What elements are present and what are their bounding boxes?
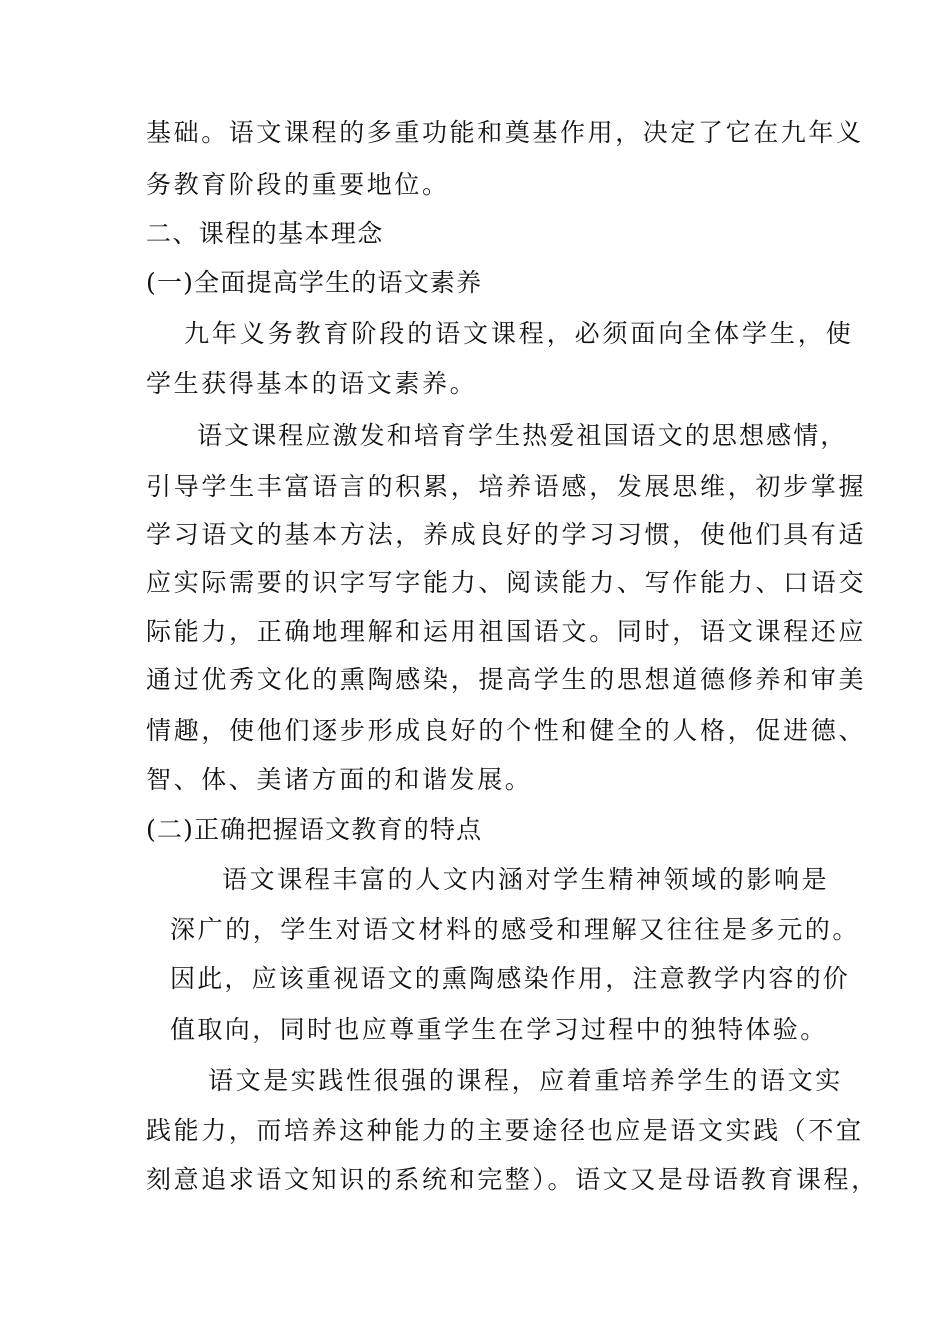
- body-text-line: 因此，应该重视语文的熏陶感染作用，注意教学内容的价: [170, 964, 851, 993]
- body-text-line: 基础。语文课程的多重功能和奠基作用，决定了它在九年义: [146, 118, 864, 147]
- body-text-line: 刻意追求语文知识的系统和完整）。语文又是母语教育课程，: [146, 1165, 879, 1194]
- subsection-heading: (一)全面提高学生的语文素养: [146, 268, 483, 297]
- body-text-line: 语文是实践性很强的课程，应着重培养学生的语文实: [208, 1066, 843, 1095]
- body-text-line: 际能力，正确地理解和运用祖国语文。同时，语文课程还应: [146, 617, 867, 646]
- body-text-line: 务教育阶段的重要地位。: [146, 170, 450, 199]
- body-text-line: 通过优秀文化的熏陶感染，提高学生的思想道德修养和审美: [146, 665, 867, 694]
- body-text-line: 学习语文的基本方法，养成良好的学习习惯，使他们具有适: [146, 520, 867, 549]
- body-text-line: 深广的，学生对语文材料的感受和理解又往往是多元的。: [170, 915, 861, 944]
- subsection-heading: (二)正确把握语文教育的特点: [146, 815, 483, 844]
- body-text-line: 值取向，同时也应尊重学生在学习过程中的独特体验。: [170, 1015, 828, 1044]
- section-heading: 二、课程的基本理念: [146, 219, 384, 248]
- body-text-line: 践能力，而培养这种能力的主要途径也应是语文实践（不宜: [146, 1116, 864, 1145]
- body-text-line: 学生获得基本的语文素养。: [146, 369, 478, 398]
- body-text-line: 语文课程丰富的人文内涵对学生精神领域的影响是: [222, 865, 830, 894]
- body-text-line: 引导学生丰富语言的积累，培养语感，发展思维，初步掌握: [146, 472, 867, 501]
- body-text-line: 语文课程应激发和培育学生热爱祖国语文的思想感情，: [197, 421, 848, 450]
- body-text-line: 九年义务教育阶段的语文课程，必须面向全体学生，使: [184, 319, 854, 348]
- body-text-line: 情趣，使他们逐步形成良好的个性和健全的人格，促进德、: [146, 716, 867, 745]
- body-text-line: 智、体、美诸方面的和谐发展。: [146, 765, 533, 794]
- body-text-line: 应实际需要的识字写字能力、阅读能力、写作能力、口语交: [146, 568, 867, 597]
